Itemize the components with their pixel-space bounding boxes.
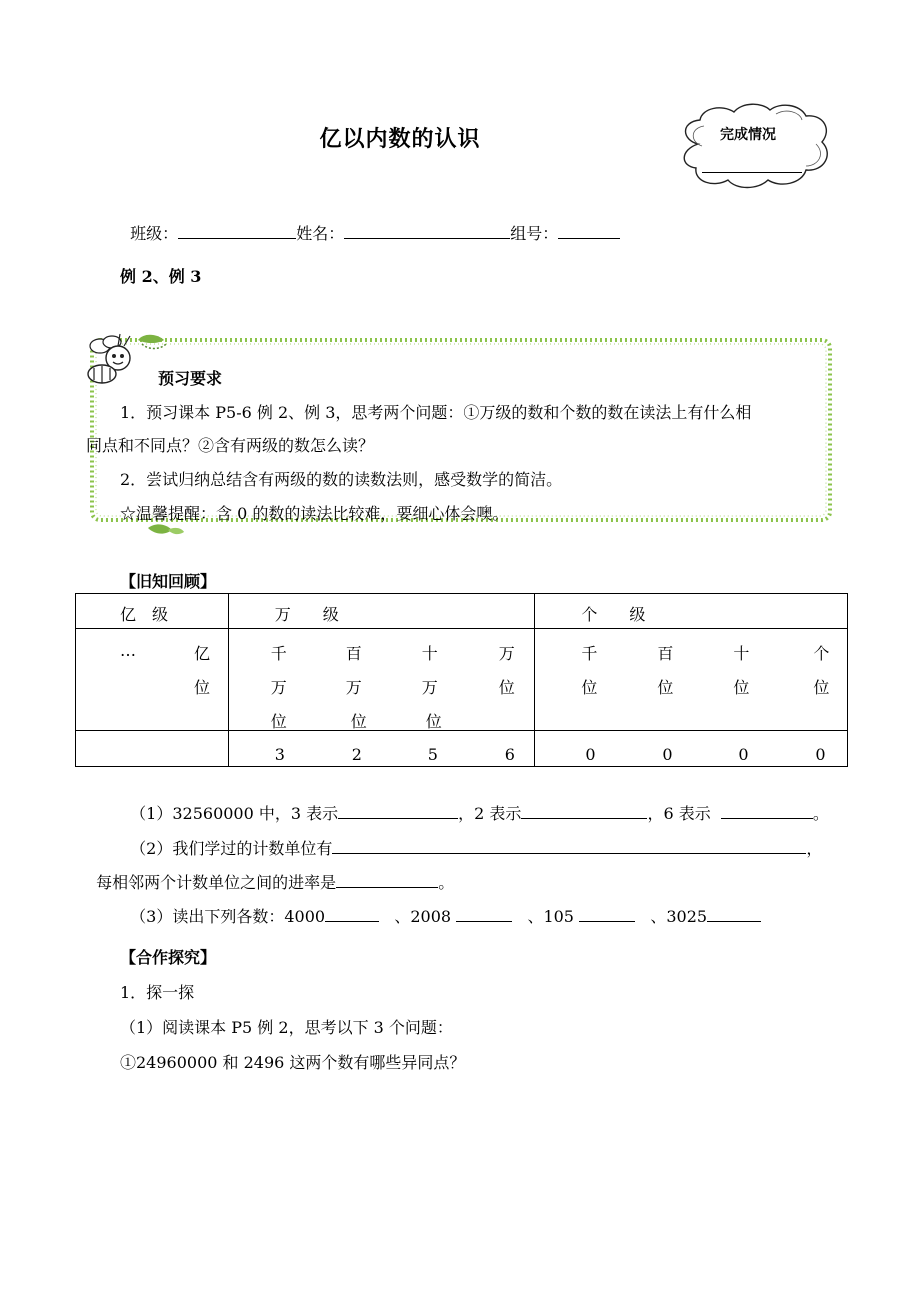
progress-cloud	[676, 100, 834, 192]
group-ge-label: 个 级	[581, 605, 646, 624]
q3-item-2008: 、2008	[394, 907, 452, 926]
place-baiwan-1: 百	[345, 644, 362, 663]
place-shi-1: 十	[733, 644, 750, 663]
group-yi-label: 亿 级	[120, 605, 169, 624]
page-title: 亿以内数的认识	[319, 126, 481, 152]
name-label: 姓名：	[296, 224, 345, 243]
place-qian-2: 位	[581, 678, 598, 697]
digits-ge-cell	[535, 731, 848, 767]
explore-sub1: （1）阅读课本 P5 例 2，思考以下 3 个问题：	[120, 1018, 453, 1037]
q2-text-a: （2）我们学过的计数单位有	[130, 839, 333, 858]
cloud-shape-icon	[676, 100, 834, 192]
place-shiwan-3: 位	[425, 712, 442, 731]
class-blank[interactable]	[178, 220, 296, 239]
progress-cloud-blank[interactable]	[702, 172, 802, 173]
place-yi-2: 位	[194, 678, 211, 697]
digit-wan: 6	[504, 745, 515, 764]
dashed-frame-icon	[88, 336, 834, 524]
q1-text-a: （1）32560000 中，3 表示	[130, 804, 339, 823]
q3-item-105: 、105	[527, 907, 574, 926]
q3-label: （3）读出下列各数：	[130, 907, 285, 926]
place-baiwan-2: 万	[345, 678, 362, 697]
group-ge-cell	[535, 594, 848, 629]
explore-question1: ①24960000 和 2496 这两个数有哪些异同点？	[120, 1053, 466, 1072]
place-value-table	[75, 593, 848, 767]
place-wan-1: 万	[498, 644, 515, 663]
progress-cloud-label: 完成情况	[720, 127, 776, 143]
preview-tip: ☆温馨提醒：含 0 的数的读法比较难，要细心体会噢。	[120, 504, 509, 523]
group-yi-cell	[76, 594, 229, 629]
place-ge-2: 位	[813, 678, 830, 697]
place-ge-1: 个	[813, 644, 830, 663]
explore-item1: 1．探一探	[120, 983, 195, 1002]
digit-baiwan: 2	[351, 745, 362, 764]
preview-item2: 2．尝试归纳总结含有两级的数的读数法则，感受数学的简洁。	[120, 470, 563, 489]
digit-qianwan: 3	[274, 745, 285, 764]
group-label: 组号：	[510, 224, 559, 243]
explore-heading: 【合作探究】	[120, 948, 217, 967]
digits-yi-cell	[76, 731, 229, 767]
preview-box	[88, 336, 834, 524]
review-question-3	[120, 881, 761, 928]
q3-blank-1[interactable]	[325, 903, 379, 922]
place-bai-1: 百	[657, 644, 674, 663]
bee-mascot-icon	[78, 328, 170, 390]
preview-heading: 预习要求	[158, 369, 223, 388]
digit-qian: 0	[585, 745, 596, 764]
place-shiwan-2: 万	[421, 678, 438, 697]
q2-b-end: 。	[438, 873, 455, 892]
q3-item-3025: 、3025	[650, 907, 708, 926]
place-qianwan-2: 万	[270, 678, 287, 697]
student-info-row	[120, 198, 620, 245]
place-qianwan-3: 位	[270, 712, 287, 731]
q1-text-c: ，6 表示	[647, 804, 711, 823]
q1-text-b: ，2 表示	[458, 804, 522, 823]
digit-shiwan: 5	[427, 745, 438, 764]
ge-places-cell	[535, 629, 848, 731]
group-wan-cell	[228, 594, 535, 629]
class-label: 班级：	[130, 224, 179, 243]
q3-blank-2[interactable]	[456, 903, 512, 922]
preview-item1-line2: 同点和不同点？②含有两级的数怎么读？	[86, 436, 375, 455]
examples-heading: 例 2、例 3	[120, 267, 202, 286]
leaf-icon	[146, 522, 186, 538]
digit-ge: 0	[815, 745, 826, 764]
place-shiwan-1: 十	[421, 644, 438, 663]
wan-places-cell	[228, 629, 535, 731]
yi-places-cell	[76, 629, 229, 731]
digit-bai: 0	[662, 745, 673, 764]
place-qianwan-1: 千	[270, 644, 287, 663]
place-shi-2: 位	[733, 678, 750, 697]
digits-wan-cell	[228, 731, 535, 767]
q2-end: ，	[806, 839, 823, 858]
digit-shi: 0	[738, 745, 749, 764]
place-yi-1: 亿	[194, 644, 211, 663]
place-wan-2: 位	[498, 678, 515, 697]
q3-blank-3[interactable]	[579, 903, 635, 922]
place-qian-1: 千	[581, 644, 598, 663]
group-blank[interactable]	[558, 220, 620, 239]
name-blank[interactable]	[344, 220, 510, 239]
place-bai-2: 位	[657, 678, 674, 697]
review-heading: 【旧知回顾】	[120, 572, 217, 591]
q1-end: 。	[812, 804, 829, 823]
preview-item1-line1: 1．预习课本 P5-6 例 2、例 3，思考两个问题：①万级的数和个数的数在读法上有什么相	[120, 403, 752, 422]
group-wan-label: 万 级	[274, 605, 339, 624]
q2-text-b: 每相邻两个计数单位之间的进率是	[96, 873, 337, 892]
ellipsis: …	[120, 641, 136, 660]
q3-item-4000: 4000	[284, 907, 326, 926]
q3-blank-4[interactable]	[707, 903, 761, 922]
place-baiwan-3: 位	[350, 712, 367, 731]
